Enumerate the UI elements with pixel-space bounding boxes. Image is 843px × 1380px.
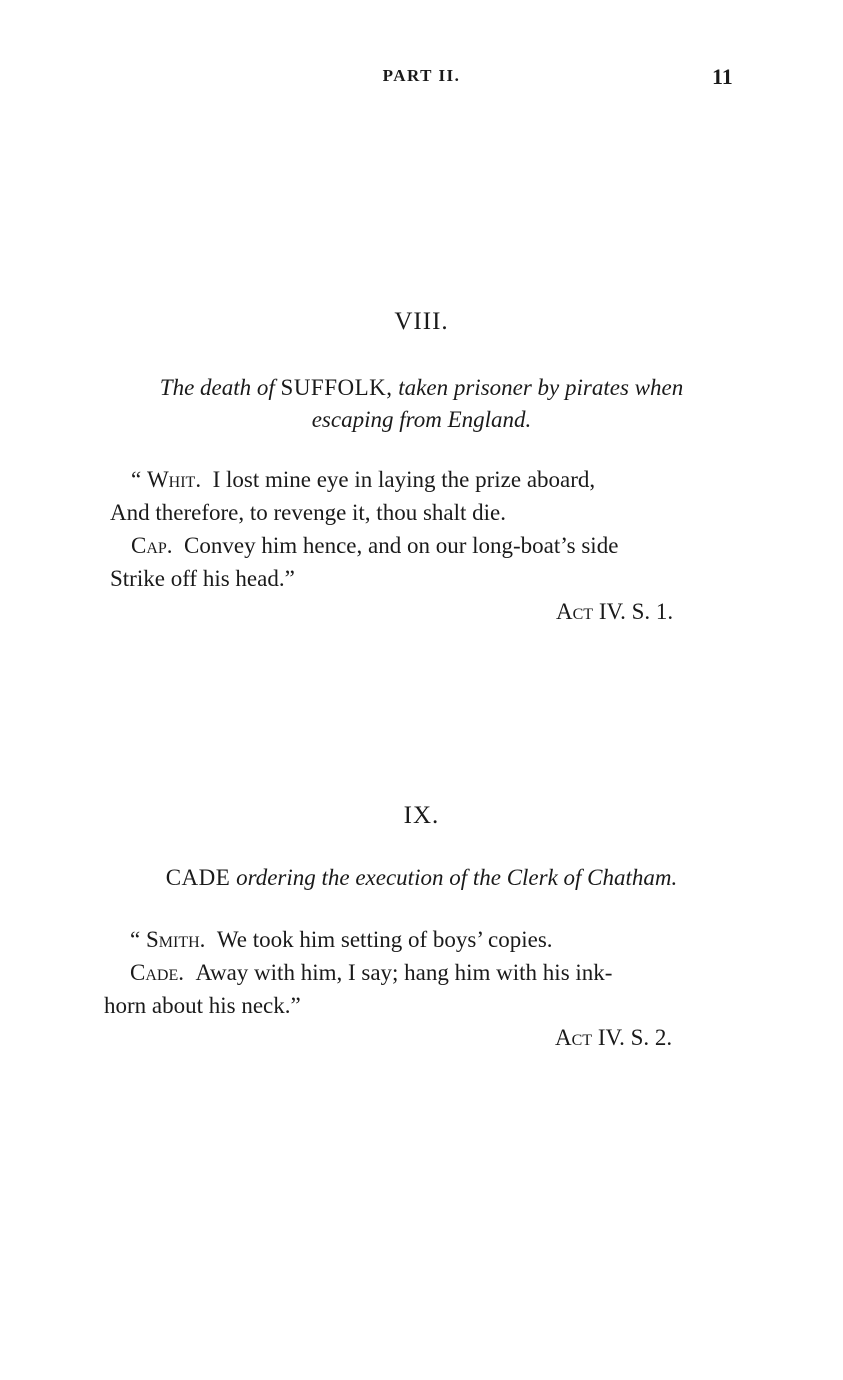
speaker-name: Cade. <box>130 960 184 985</box>
speech-text: We took him setting of boys’ copies. <box>216 927 553 952</box>
quote-line <box>131 530 618 562</box>
quote-line <box>104 990 301 1022</box>
speech-text: horn about his neck.” <box>104 993 301 1018</box>
open-quote: “ <box>130 927 146 952</box>
section-number: IX. <box>403 802 440 829</box>
caption-line <box>100 372 743 404</box>
speech-text: And therefore, to revenge it, thou shalt die. <box>110 500 506 525</box>
act-label: Act <box>555 1025 593 1050</box>
caption-text: The death of <box>159 375 275 400</box>
running-header: PART II. <box>382 66 461 85</box>
speaker-name: Cap. <box>131 533 173 558</box>
speech-text: Away with him, I say; hang him with his ink- <box>195 960 613 985</box>
speaker-name: Whit. <box>146 467 202 492</box>
open-quote: “ <box>131 467 147 492</box>
quote-line <box>130 924 553 956</box>
quote-line <box>110 563 295 595</box>
speech-text: Convey him hence, and on our long-boat’s side <box>184 533 619 558</box>
caption-text: escaping from England. <box>311 407 532 432</box>
caption-line <box>100 862 743 894</box>
act-scene: IV. S. 1. <box>598 599 674 624</box>
quote-line <box>110 497 506 529</box>
quote-line <box>131 464 595 496</box>
act-reference <box>555 1022 672 1054</box>
section-caption <box>100 862 743 894</box>
page-number: 11 <box>712 64 733 89</box>
act-label: Act <box>556 599 594 624</box>
speech-text: Strike off his head.” <box>110 566 295 591</box>
quote-line <box>130 957 612 989</box>
caption-name: SUFFOLK, <box>280 375 393 400</box>
act-scene: IV. S. 2. <box>597 1025 673 1050</box>
speaker-name: Smith. <box>145 927 206 952</box>
act-reference <box>556 596 673 628</box>
caption-name: CADE <box>165 865 231 890</box>
caption-text: taken prisoner by pirates when <box>398 375 684 400</box>
caption-text: ordering the execution of the Clerk of Chatham. <box>236 865 678 890</box>
caption-line <box>100 404 743 436</box>
section-number: VIII. <box>394 308 449 335</box>
section-caption <box>100 372 743 436</box>
speech-text: I lost mine eye in laying the prize aboard, <box>212 467 596 492</box>
